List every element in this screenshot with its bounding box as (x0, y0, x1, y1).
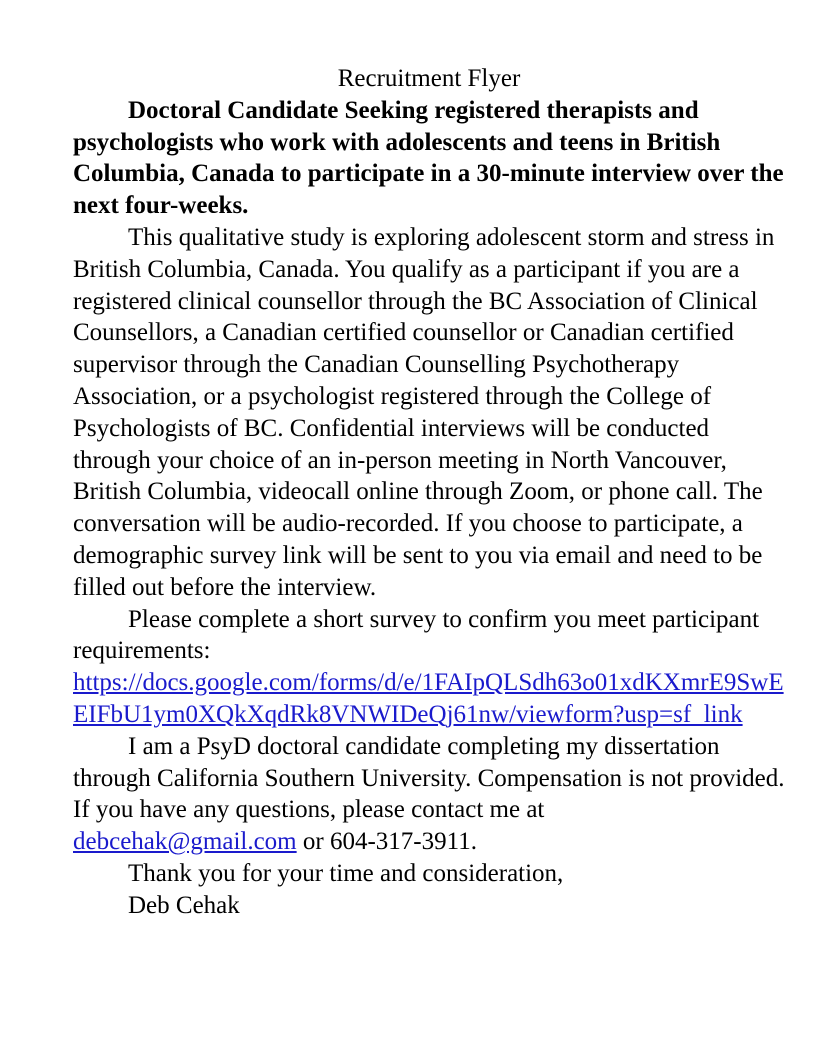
study-description: This qualitative study is exploring adolescent storm and stress in British Columbia, Canada. You qualify as a participant if you are a registered clinical counsellor through the BC Association of Clinical Counsellors, a Canadian certified counsellor or Canadian certified supervisor through the Canadian Counselling Psychotherapy Association, or a psychologist registered through the College of Psychologists of BC. Confidential interviews will be conducted through your choice of an in-person meeting in North Vancouver, British Columbia, videocall online through Zoom, or phone call. The conversation will be audio-recorded. If you choose to participate, a demographic survey link will be sent to you via email and need to be filled out before the interview. (73, 223, 775, 601)
signature: Deb Cehak (128, 891, 240, 919)
survey-prompt: Please complete a short survey to confirm you meet participant requirements: (73, 605, 760, 665)
contact-email-link[interactable]: debcehak@gmail.com (73, 828, 297, 856)
flyer-heading: Doctoral Candidate Seeking registered therapists and psychologists who work with adolescents and teens in British Columbia, Canada to participate in a 30-minute interview over the next four-weeks. (73, 96, 784, 220)
flyer-document (73, 63, 785, 922)
contact-intro: I am a PsyD doctoral candidate completing my dissertation through California Southern University. Compensation is not provided. If you have any questions, please contact me at (73, 732, 785, 824)
contact-phone: or 604-317-3911. (296, 828, 477, 856)
survey-link[interactable]: https://docs.google.com/forms/d/e/1FAIpQLSdh63o01xdKXmrE9SwEEIFbU1ym0XQkXqdRk8VNWIDeQj61nw/viewform?usp=sf_link (73, 669, 784, 728)
flyer-title: Recruitment Flyer (337, 65, 521, 92)
contact-paragraph (73, 731, 785, 858)
closing-line: Thank you for your time and consideration, (128, 859, 564, 887)
survey-paragraph (73, 604, 785, 731)
